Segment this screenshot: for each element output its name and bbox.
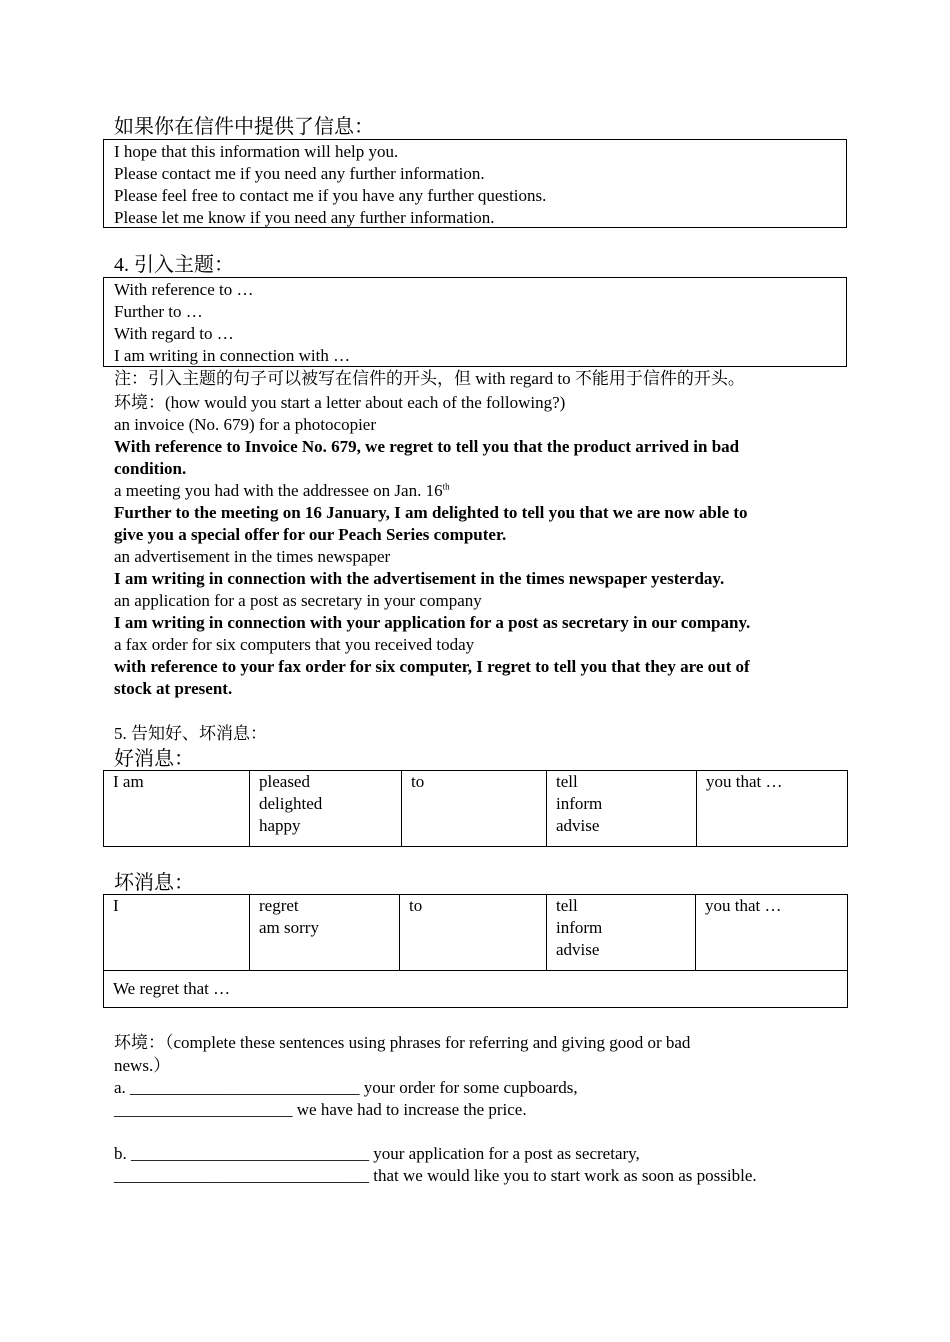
table-cell bbox=[104, 895, 250, 971]
bad-news-table bbox=[103, 894, 848, 1008]
info-line: Please contact me if you need any further information. bbox=[114, 164, 485, 183]
intro-phrases-box bbox=[103, 277, 847, 367]
cell-line: to bbox=[411, 772, 425, 791]
exercise-sentence-a: _____________________ we have had to increase the price. bbox=[114, 1100, 527, 1119]
cell-line: advise bbox=[556, 816, 600, 835]
cell-line: We regret that … bbox=[113, 979, 231, 998]
table-row bbox=[104, 895, 848, 971]
example-prompt bbox=[114, 480, 450, 502]
intro-line: I am writing in connection with … bbox=[114, 346, 351, 365]
exercise-heading: news.） bbox=[114, 1056, 171, 1075]
cell-line: I bbox=[113, 896, 119, 915]
intro-line: Further to … bbox=[114, 302, 203, 321]
section4-heading: 4. 引入主题： bbox=[114, 254, 234, 276]
example-answer: give you a special offer for our Peach Series computer. bbox=[114, 525, 507, 544]
good-news-heading: 好消息： bbox=[114, 748, 194, 770]
table-cell bbox=[696, 895, 848, 971]
example-prompt: an invoice (No. 679) for a photocopier bbox=[114, 415, 376, 434]
info-line: Please let me know if you need any further information. bbox=[114, 208, 495, 227]
cell-line: inform bbox=[556, 794, 603, 813]
ordinal-suffix: th bbox=[442, 481, 450, 492]
cell-line: you that … bbox=[705, 896, 782, 915]
table-cell bbox=[402, 771, 547, 847]
note-text: 注：引入主题的句子可以被写在信件的开头，但 with regard to 不能用于信件的开头。 bbox=[114, 369, 745, 388]
cell-line: pleased bbox=[259, 772, 310, 791]
table-row bbox=[104, 971, 848, 1008]
bad-news-heading: 坏消息： bbox=[114, 872, 194, 894]
example-answer: stock at present. bbox=[114, 679, 233, 698]
example-answer: condition. bbox=[114, 459, 187, 478]
exercise-heading: 环境：（complete these sentences using phrases for referring and giving good or bad bbox=[114, 1033, 691, 1052]
info-phrases-box bbox=[103, 139, 847, 228]
example-prompt: an advertisement in the times newspaper bbox=[114, 547, 391, 566]
info-line: I hope that this information will help you. bbox=[114, 142, 399, 161]
example-answer: Further to the meeting on 16 January, I am delighted to tell you that we are now able to bbox=[114, 503, 748, 522]
cell-line: am sorry bbox=[259, 918, 319, 937]
cell-line: you that … bbox=[706, 772, 783, 791]
table-cell bbox=[547, 895, 696, 971]
good-news-table bbox=[103, 770, 848, 847]
exercise-sentence-b: b. ____________________________ your application for a post as secretary, bbox=[114, 1144, 640, 1163]
table-cell bbox=[104, 771, 250, 847]
table-cell bbox=[250, 895, 400, 971]
exercise-sentence-b: ______________________________ that we would like you to start work as soon as possible. bbox=[114, 1166, 757, 1185]
cell-line: inform bbox=[556, 918, 603, 937]
cell-line: advise bbox=[556, 940, 600, 959]
table-cell bbox=[547, 771, 697, 847]
cell-line: regret bbox=[259, 896, 299, 915]
example-answer: I am writing in connection with the advertisement in the times newspaper yesterday. bbox=[114, 569, 725, 588]
example-prompt: an application for a post as secretary in your company bbox=[114, 591, 482, 610]
context-heading: 环境：(how would you start a letter about each of the following?) bbox=[114, 393, 566, 412]
table-cell bbox=[697, 771, 848, 847]
example-prompt: a fax order for six computers that you received today bbox=[114, 635, 475, 654]
cell-line: to bbox=[409, 896, 423, 915]
cell-line: tell bbox=[556, 772, 578, 791]
example-prompt-text: a meeting you had with the addressee on Jan. 16 bbox=[114, 481, 443, 500]
cell-line: I am bbox=[113, 772, 144, 791]
example-answer: I am writing in connection with your application for a post as secretary in our company. bbox=[114, 613, 751, 632]
info-line: Please feel free to contact me if you have any further questions. bbox=[114, 186, 547, 205]
table-cell bbox=[104, 971, 848, 1008]
intro-line: With regard to … bbox=[114, 324, 234, 343]
table-cell bbox=[250, 771, 402, 847]
cell-line: delighted bbox=[259, 794, 323, 813]
cell-line: happy bbox=[259, 816, 301, 835]
example-answer: with reference to your fax order for six computer, I regret to tell you that they are out of bbox=[114, 657, 750, 676]
section-info-heading: 如果你在信件中提供了信息： bbox=[114, 116, 374, 138]
exercise-sentence-a: a. ___________________________ your order for some cupboards, bbox=[114, 1078, 578, 1097]
example-answer: With reference to Invoice No. 679, we regret to tell you that the product arrived in bad bbox=[114, 437, 740, 456]
table-cell bbox=[400, 895, 547, 971]
table-row bbox=[104, 771, 848, 847]
cell-line: tell bbox=[556, 896, 578, 915]
intro-line: With reference to … bbox=[114, 280, 254, 299]
section5-heading: 5. 告知好、坏消息： bbox=[114, 724, 267, 743]
